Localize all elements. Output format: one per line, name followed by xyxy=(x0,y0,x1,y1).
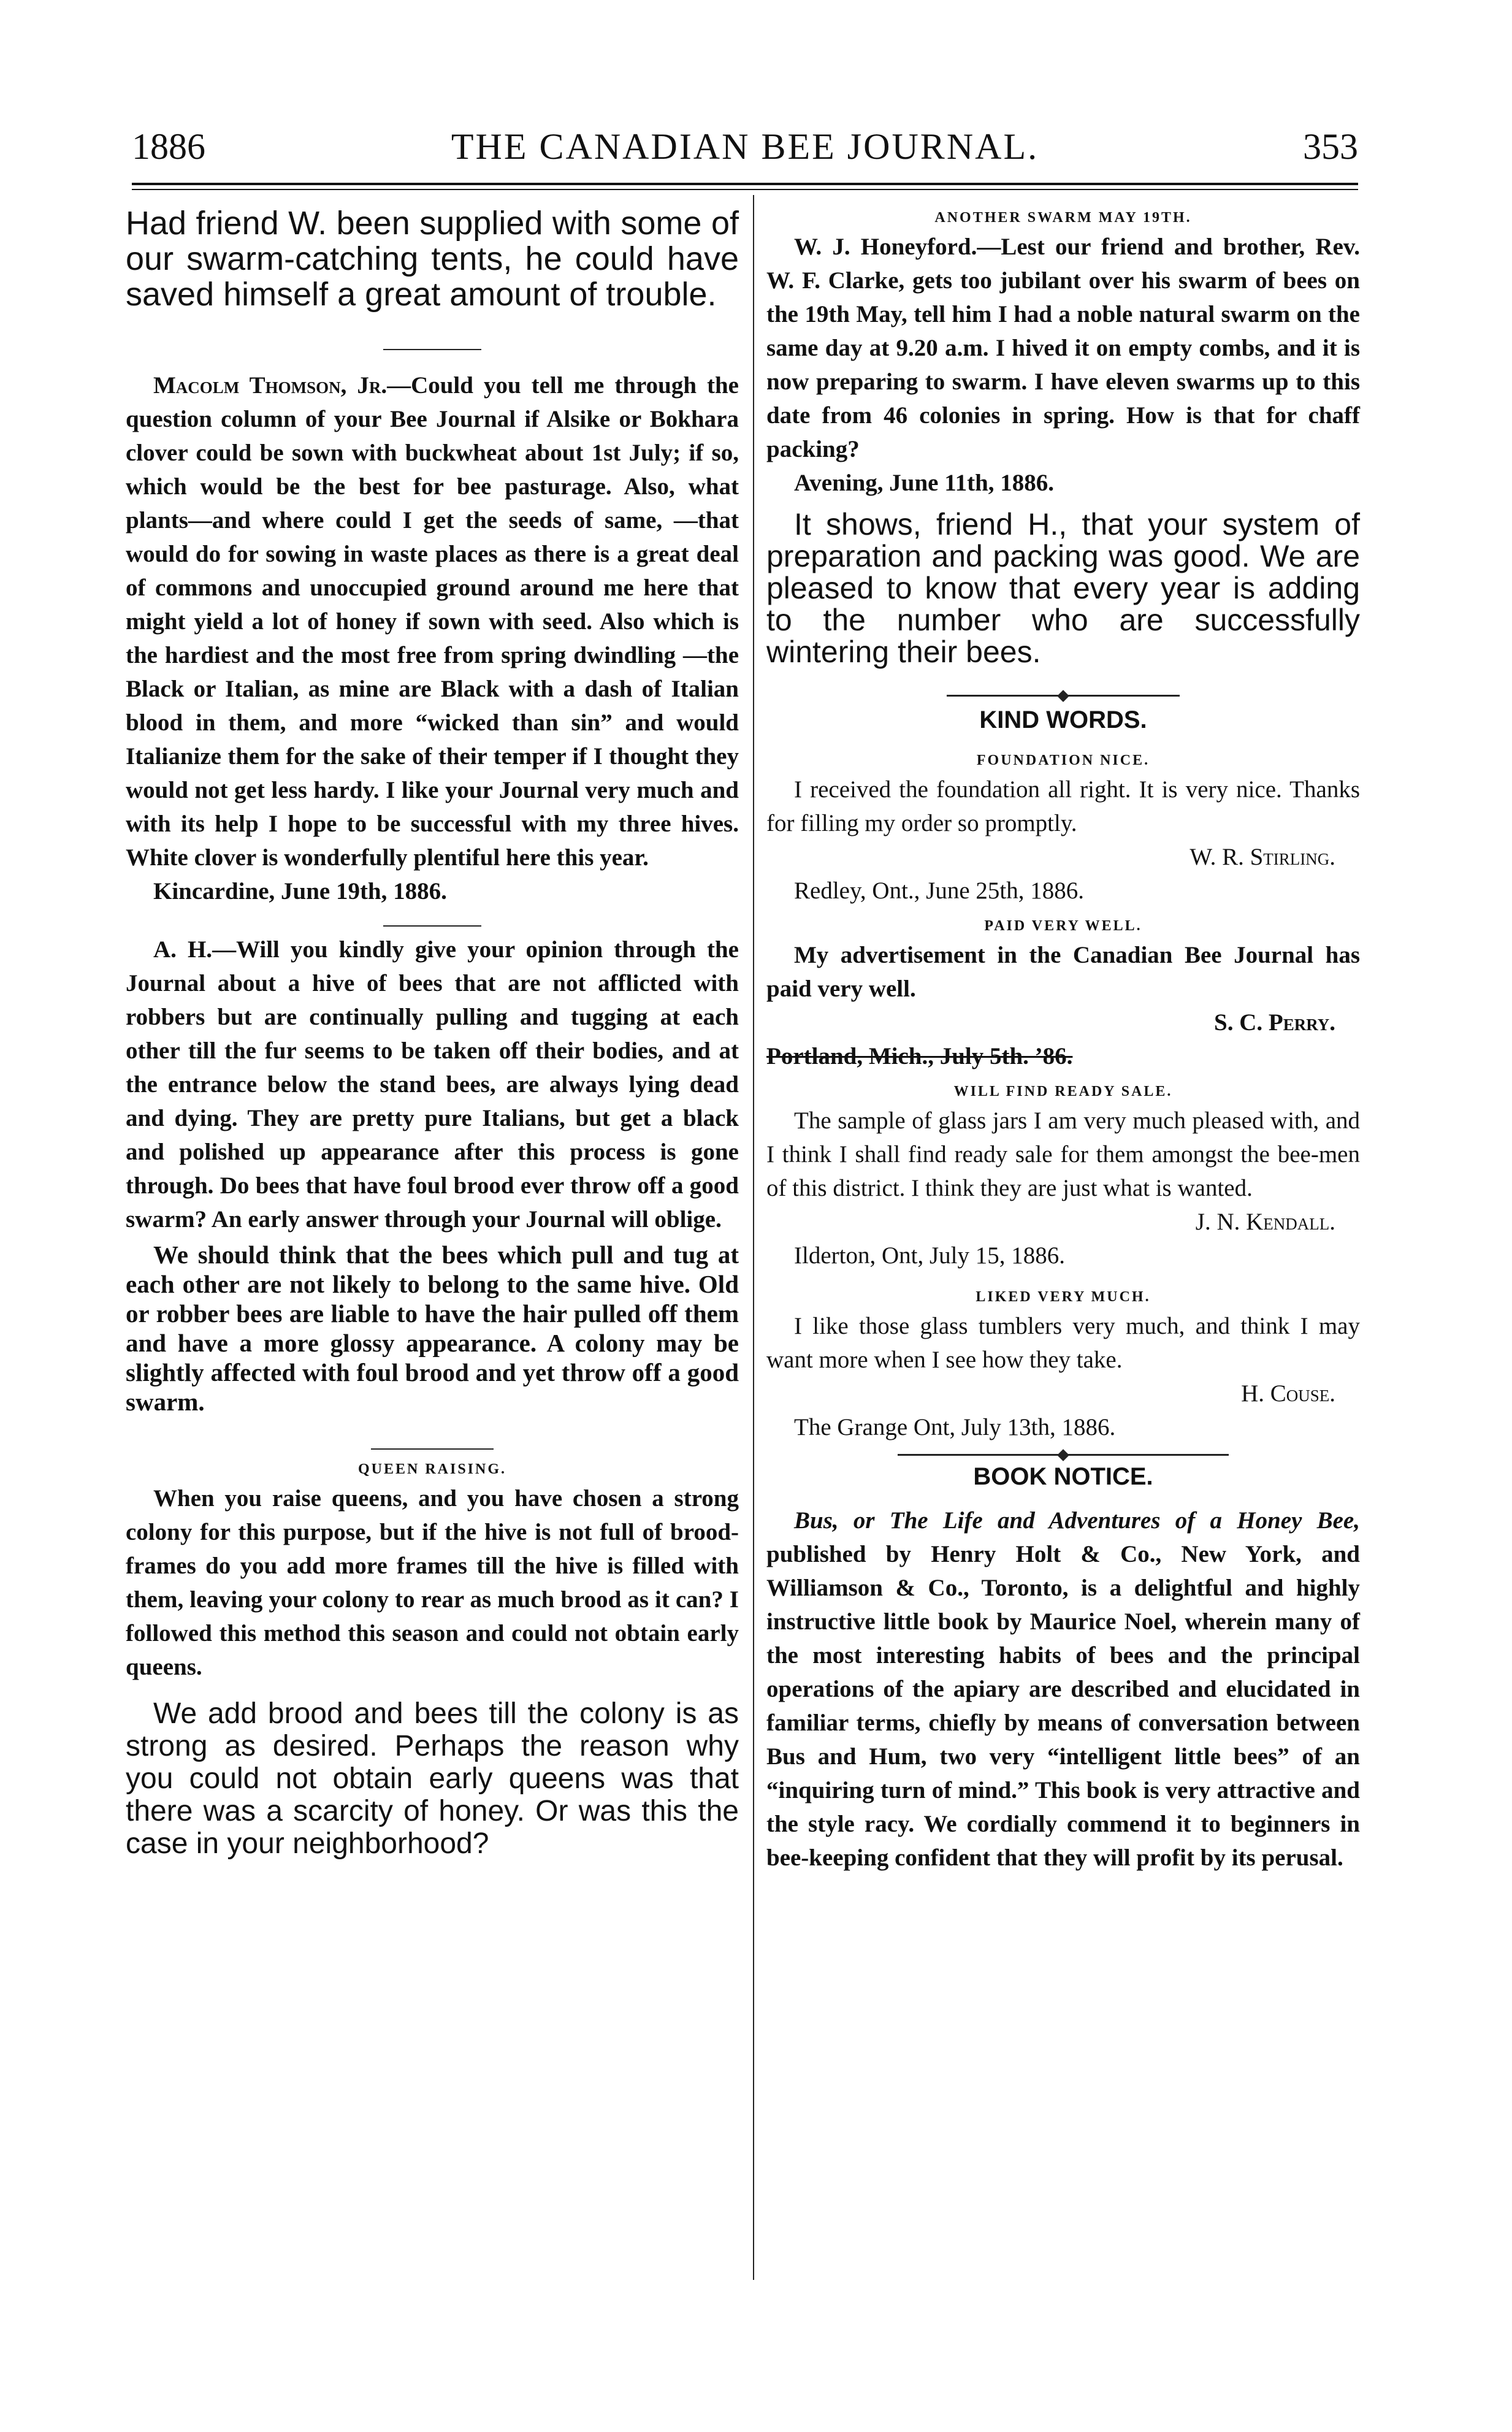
item-heading: FOUNDATION NICE. xyxy=(976,752,1150,768)
letter-ah xyxy=(126,933,739,1236)
letter-honeyford xyxy=(766,230,1360,466)
letter-body: —Lest our friend and brother, Rev. W. F. Clarke, gets too jubilant over his swarm of bees on the 19th May, tell him I had a noble natural swarm on the same day at 9.20 a.m. I hived it on empty combs, and it is now preparing to swarm. I have eleven swarms up to this date from 46 colonies in spring. How is that for chaff packing? xyxy=(766,234,1360,462)
signature: J. N. Kendall. xyxy=(1195,1209,1335,1235)
letter-author: W. J. Honeyford. xyxy=(794,234,977,260)
editor-reply-3: We add brood and bees till the colony is as strong as desired. Perhaps the reason why you could not obtain early queens was that there was a scarcity of honey. Or was this the case in your neighborhood? xyxy=(126,1697,739,1860)
page-header xyxy=(132,126,1358,181)
item-heading: WILL FIND READY SALE. xyxy=(953,1084,1173,1099)
header-year: 1886 xyxy=(132,126,205,167)
editor-reply-1: Had friend W. been supplied with some of our swarm-catching tents, he could have saved himself a great amount of trouble. xyxy=(126,205,739,313)
header-rule-thin xyxy=(132,189,1358,190)
section-heading: KIND WORDS. xyxy=(979,706,1147,733)
journal-title: THE CANADIAN BEE JOURNAL. xyxy=(451,126,1039,167)
letter-body: —Will you kindly give your opinion through the Journal about a hive of bees that are not afflicted with robbers but are continually pulling and tugging at each other till the fur seems to be taken off their bodies, and at the entrance below the stand bees, are always lying dead and dying. They are pretty pure Italians, but get a black and polished up appearance after this process is gone through. Do bees that have foul brood ever throw off a good swarm? An early answer through your Journal will oblige. xyxy=(126,936,739,1233)
letter-thomson xyxy=(126,369,739,874)
header-rule xyxy=(132,183,1358,185)
item-heading: LIKED VERY MUCH. xyxy=(976,1289,1151,1305)
kind-words-item: My advertisement in the Canadian Bee Journal has paid very well. xyxy=(766,942,1360,1002)
letter-place: Avening, June 11th, 1886. xyxy=(794,470,1055,496)
editor-reply-4: It shows, friend H., that your system of preparation and packing was good. We are pleased to know that every year is adding to the number who are successfully wintering their bees. xyxy=(766,507,1360,669)
divider xyxy=(371,1448,494,1450)
book-notice-body: published by Henry Holt & Co., New York, and Williamson & Co., Toronto, is a delightful and highly instructive little book by Maurice Noel, wherein many of the most interesting habits of bees and the principal operations of the apiary are described and elucidated in familiar terms, chiefly by means of conversation between Bus and Hum, two very “intelligent little bees” of an “inquiring turn of mind.” This book is very attractive and the style racy. We cordially commend it to beginners in bee-keeping confident that they will profit by its perusal. xyxy=(766,1541,1360,1871)
kind-words-item: The sample of glass jars I am very much pleased with, and I think I shall find ready sale for them amongst the bee-men of this district. I think they are just what is wanted. xyxy=(766,1107,1360,1201)
kind-words-item: I like those glass tumblers very much, and think I may want more when I see how they take. xyxy=(766,1313,1360,1373)
section-heading: ANOTHER SWARM MAY 19TH. xyxy=(934,210,1192,226)
signature: W. R. Stirling. xyxy=(1189,844,1335,870)
letter-body: —Could you tell me through the question column of your Bee Journal if Alsike or Bokhara clover could be sown with buckwheat about 1st July; if so, which would be the best for bee pasturage. Also, what plants—and where could I get the seeds of same, —that would do for sowing in waste places as there is a great deal of commons and unoccupied ground around me here that might yield a lot of honey if sown with seed. Also which is the hardiest and the most free from spring dwindling —the Black or Italian, as mine are Black with a dash of Italian blood in them, and more “wicked than sin” and would Italianize them for the sake of their temper if I thought they would not get less hardy. I like your Journal very much and with its help I hope to be successful with my three hives. White clover is wonderfully plentiful here this year. xyxy=(126,372,739,871)
item-place: Portland, Mich., July 5th. ’86. xyxy=(766,1043,1073,1069)
signature: S. C. Perry. xyxy=(1214,1009,1335,1036)
item-heading: PAID VERY WELL. xyxy=(984,918,1142,934)
signature: H. Couse. xyxy=(1241,1380,1335,1407)
book-title: Bus, or The Life and Adventures of a Honey Bee, xyxy=(794,1507,1360,1534)
page-number: 353 xyxy=(1303,126,1358,167)
divider xyxy=(383,349,481,350)
book-notice xyxy=(766,1504,1360,1875)
item-place: Redley, Ont., June 25th, 1886. xyxy=(794,878,1085,904)
ornament-rule xyxy=(898,1454,1229,1456)
column-divider xyxy=(753,195,754,2280)
letter-author: A. H. xyxy=(153,936,213,963)
divider xyxy=(383,925,481,927)
left-column xyxy=(126,205,739,1860)
editor-reply-2: We should think that the bees which pull and tug at each other are not likely to belong to the same hive. Old or robber bees are liable to have the hair pulled off them and have a more glossy appearance. A colony may be slightly affected with foul brood and yet throw off a good swarm. xyxy=(126,1241,739,1416)
item-place: The Grange Ont, July 13th, 1886. xyxy=(794,1414,1116,1440)
right-column xyxy=(766,205,1360,1875)
letter-author: Macolm Thomson, Jr. xyxy=(153,372,388,399)
letter-place: Kincardine, June 19th, 1886. xyxy=(153,878,447,904)
kind-words-item: I received the foundation all right. It is very nice. Thanks for filling my order so promptly. xyxy=(766,776,1360,836)
ornament-rule xyxy=(947,695,1180,697)
section-heading: QUEEN RAISING. xyxy=(357,1461,507,1477)
section-heading: BOOK NOTICE. xyxy=(973,1463,1153,1490)
item-place: Ilderton, Ont, July 15, 1886. xyxy=(794,1242,1065,1269)
letter-queen-raising: When you raise queens, and you have chosen a strong colony for this purpose, but if the hive is not full of brood-frames do you add more frames till the hive is filled with them, leaving your colony to rear as much brood as it can? I followed this method this season and could not obtain early queens. xyxy=(126,1485,739,1680)
